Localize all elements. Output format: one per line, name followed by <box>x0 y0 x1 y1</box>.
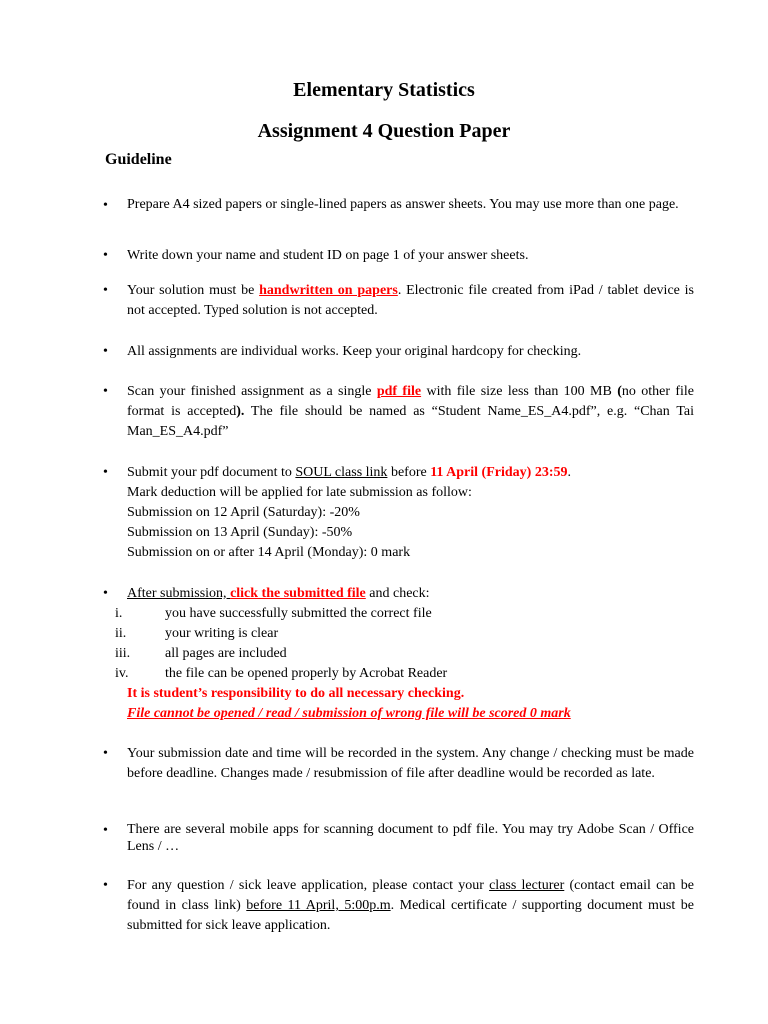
bullet-icon: • <box>103 746 108 761</box>
item-text: After submission, click the submitted file and check: <box>127 586 430 601</box>
check-subitem: i. you have successfully submitted the correct file <box>115 606 432 621</box>
scoring-warning: File cannot be opened / read / submission of wrong file will be scored 0 mark <box>127 706 571 721</box>
document-subtitle: Assignment 4 Question Paper <box>257 120 511 142</box>
class-lecturer-link[interactable]: class lecturer <box>489 878 565 893</box>
handwritten-highlight: handwritten on papers <box>259 283 398 298</box>
bullet-icon: • <box>103 878 108 893</box>
bullet-icon: • <box>103 465 108 480</box>
item-text: Prepare A4 sized papers or single-lined papers as answer sheets. You may use more than one page. <box>127 197 679 212</box>
soul-class-link[interactable]: SOUL class link <box>295 465 388 480</box>
bullet-icon: • <box>103 823 108 838</box>
bullet-icon: • <box>103 283 108 298</box>
item-text: Submit your pdf document to SOUL class link before 11 April (Friday) 23:59. Mark deduction will be applied for late submission as follow: Submission on 12 April (Saturday): -20% Submission on 13 April (Sunday): -50% Submission on or after 14 April (Monday): 0 mark <box>127 463 694 563</box>
item-text: For any question / sick leave application, please contact your class lecturer (contact email can be found in class link) before 11 April, 5:00p.m. Medical certificate / supporting document must be submitted for sick leave application. <box>127 878 694 933</box>
responsibility-warning: It is student’s responsibility to do all necessary checking. <box>127 686 465 701</box>
item-text: Your submission date and time will be recorded in the system. Any change / checking must be made before deadline. Changes made / resubmission of file after deadline would be recorded as late. <box>127 746 694 781</box>
bullet-icon: • <box>103 344 108 359</box>
bullet-icon: • <box>103 384 108 399</box>
document-title: Elementary Statistics <box>293 79 475 101</box>
late-policy-line: Submission on 13 April (Sunday): -50% <box>127 525 353 540</box>
sick-leave-deadline: before 11 April, 5:00p.m <box>246 898 391 913</box>
item-text: All assignments are individual works. Keep your original hardcopy for checking. <box>127 344 582 359</box>
item-text: Your solution must be handwritten on papers. Electronic file created from iPad / tablet device is not accepted. Typed solution is not accepted. <box>127 283 694 318</box>
pdf-file-highlight: pdf file <box>376 384 422 399</box>
bullet-icon: • <box>103 586 108 601</box>
bullet-icon: • <box>103 198 108 213</box>
late-policy-line: Submission on 12 April (Saturday): -20% <box>127 505 360 520</box>
click-file-highlight: click the submitted file <box>230 586 366 601</box>
check-subitem: iv. the file can be opened properly by Acrobat Reader <box>115 666 448 681</box>
late-policy-line: Mark deduction will be applied for late submission as follow: <box>127 485 472 500</box>
check-subitem: iii. all pages are included <box>115 646 287 661</box>
check-subitem: ii. your writing is clear <box>115 626 279 641</box>
late-policy-line: Submission on or after 14 April (Monday): 0 mark <box>127 545 411 560</box>
deadline-highlight: 11 April (Friday) 23:59 <box>430 465 568 480</box>
guideline-heading: Guideline <box>105 151 172 168</box>
item-text: There are several mobile apps for scanning document to pdf file. You may try Adobe Scan / Office Lens / … <box>127 822 694 854</box>
bullet-icon: • <box>103 248 108 263</box>
item-text: Write down your name and student ID on page 1 of your answer sheets. <box>127 248 529 263</box>
item-text: Scan your finished assignment as a single pdf file with file size less than 100 MB (no other file format is accepted). The file should be named as “Student Name_ES_A4.pdf”, e.g. “Chan Tai Man_ES_A4.pdf” <box>127 384 695 439</box>
